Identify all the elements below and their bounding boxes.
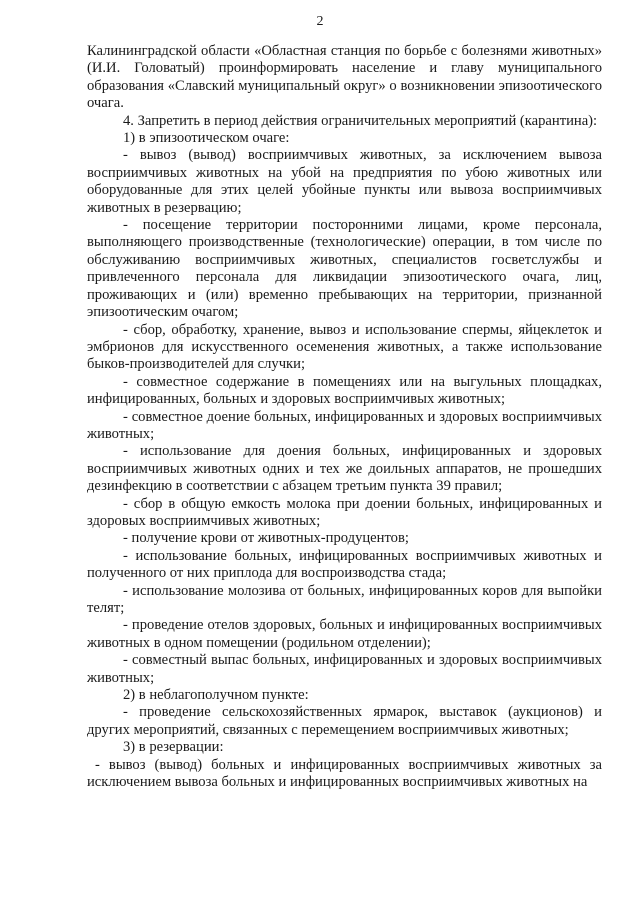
page-number: 2 — [316, 14, 324, 29]
list-item: - получение крови от животных-продуцентов; — [123, 530, 409, 547]
list-item: - проведение отелов здоровых, больных и инфицированных восприимчивых животных в одном помещении (родильном отделении); — [87, 617, 602, 651]
list-item: - сбор в общую емкость молока при доении больных, инфицированных и здоровых восприимчивых животных; — [87, 495, 602, 529]
list-item: - вывоз (вывод) больных и инфицированных восприимчивых животных за исключением вывоза больных и инфицированных восприимчивых животных на — [87, 756, 602, 791]
subheading-epizootic-focus: 1) в эпизоотическом очаге: — [123, 130, 290, 147]
list-item: - посещение территории посторонними лицами, кроме персонала, выполняющего производственные (технологические) операции, в том числе по обслуживанию восприимчивых животных, специалистов госветслужбы и привлеченного персонала для ликвидации эпизоотического очага, лиц, проживающих и (или) временно пребывающих на территории, признанной эпизоотическим очагом; — [87, 217, 602, 321]
list-item: - проведение сельскохозяйственных ярмарок, выставок (аукционов) и других мероприятий, связанных с перемещением восприимчивых животных; — [87, 704, 602, 738]
list-item: - совместный выпас больных, инфицированных и здоровых восприимчивых животных; — [87, 652, 602, 686]
list-item: - использование больных, инфицированных восприимчивых животных и полученного от них приплода для воспроизводства стада; — [87, 547, 602, 582]
list-item: - совместное содержание в помещениях или на выгульных площадках, инфицированных, больных и здоровых восприимчивых животных; — [87, 373, 602, 408]
list-item: - использование молозива от больных, инфицированных коров для выпойки телят; — [87, 582, 602, 616]
paragraph-intro: Калининградской области «Областная станция по борьбе с болезнями животных» (И.И. Головатый) проинформировать население и главу муниципального образования «Славский муниципальный округ» о возникновении эпизоотического очага. — [87, 43, 602, 112]
list-item: - сбор, обработку, хранение, вывоз и использование спермы, яйцеклеток и эмбрионов для искусственного осеменения животных, а также использование быков-производителей для случки; — [87, 321, 602, 373]
paragraph-item-4: 4. Запретить в период действия ограничительных мероприятий (карантина): — [123, 112, 598, 129]
subheading-unfavorable-point: 2) в неблагополучном пункте: — [123, 687, 309, 704]
subheading-reservation: 3) в резервации: — [123, 739, 224, 756]
list-item: - использование для доения больных, инфицированных и здоровых восприимчивых животных одних и тех же доильных аппаратов, не прошедших дезинфекцию в соответствии с абзацем третьим пункта 39 правил; — [87, 443, 602, 495]
list-item: - совместное доение больных, инфицированных и здоровых восприимчивых животных; — [87, 408, 602, 442]
list-item: - вывоз (вывод) восприимчивых животных, за исключением вывоза восприимчивых животных на убой на предприятия по убою животных или оборудованные для этих целей убойные пункты или вывоза восприимчивых животных в резервацию; — [87, 147, 602, 216]
document-body — [87, 43, 602, 791]
